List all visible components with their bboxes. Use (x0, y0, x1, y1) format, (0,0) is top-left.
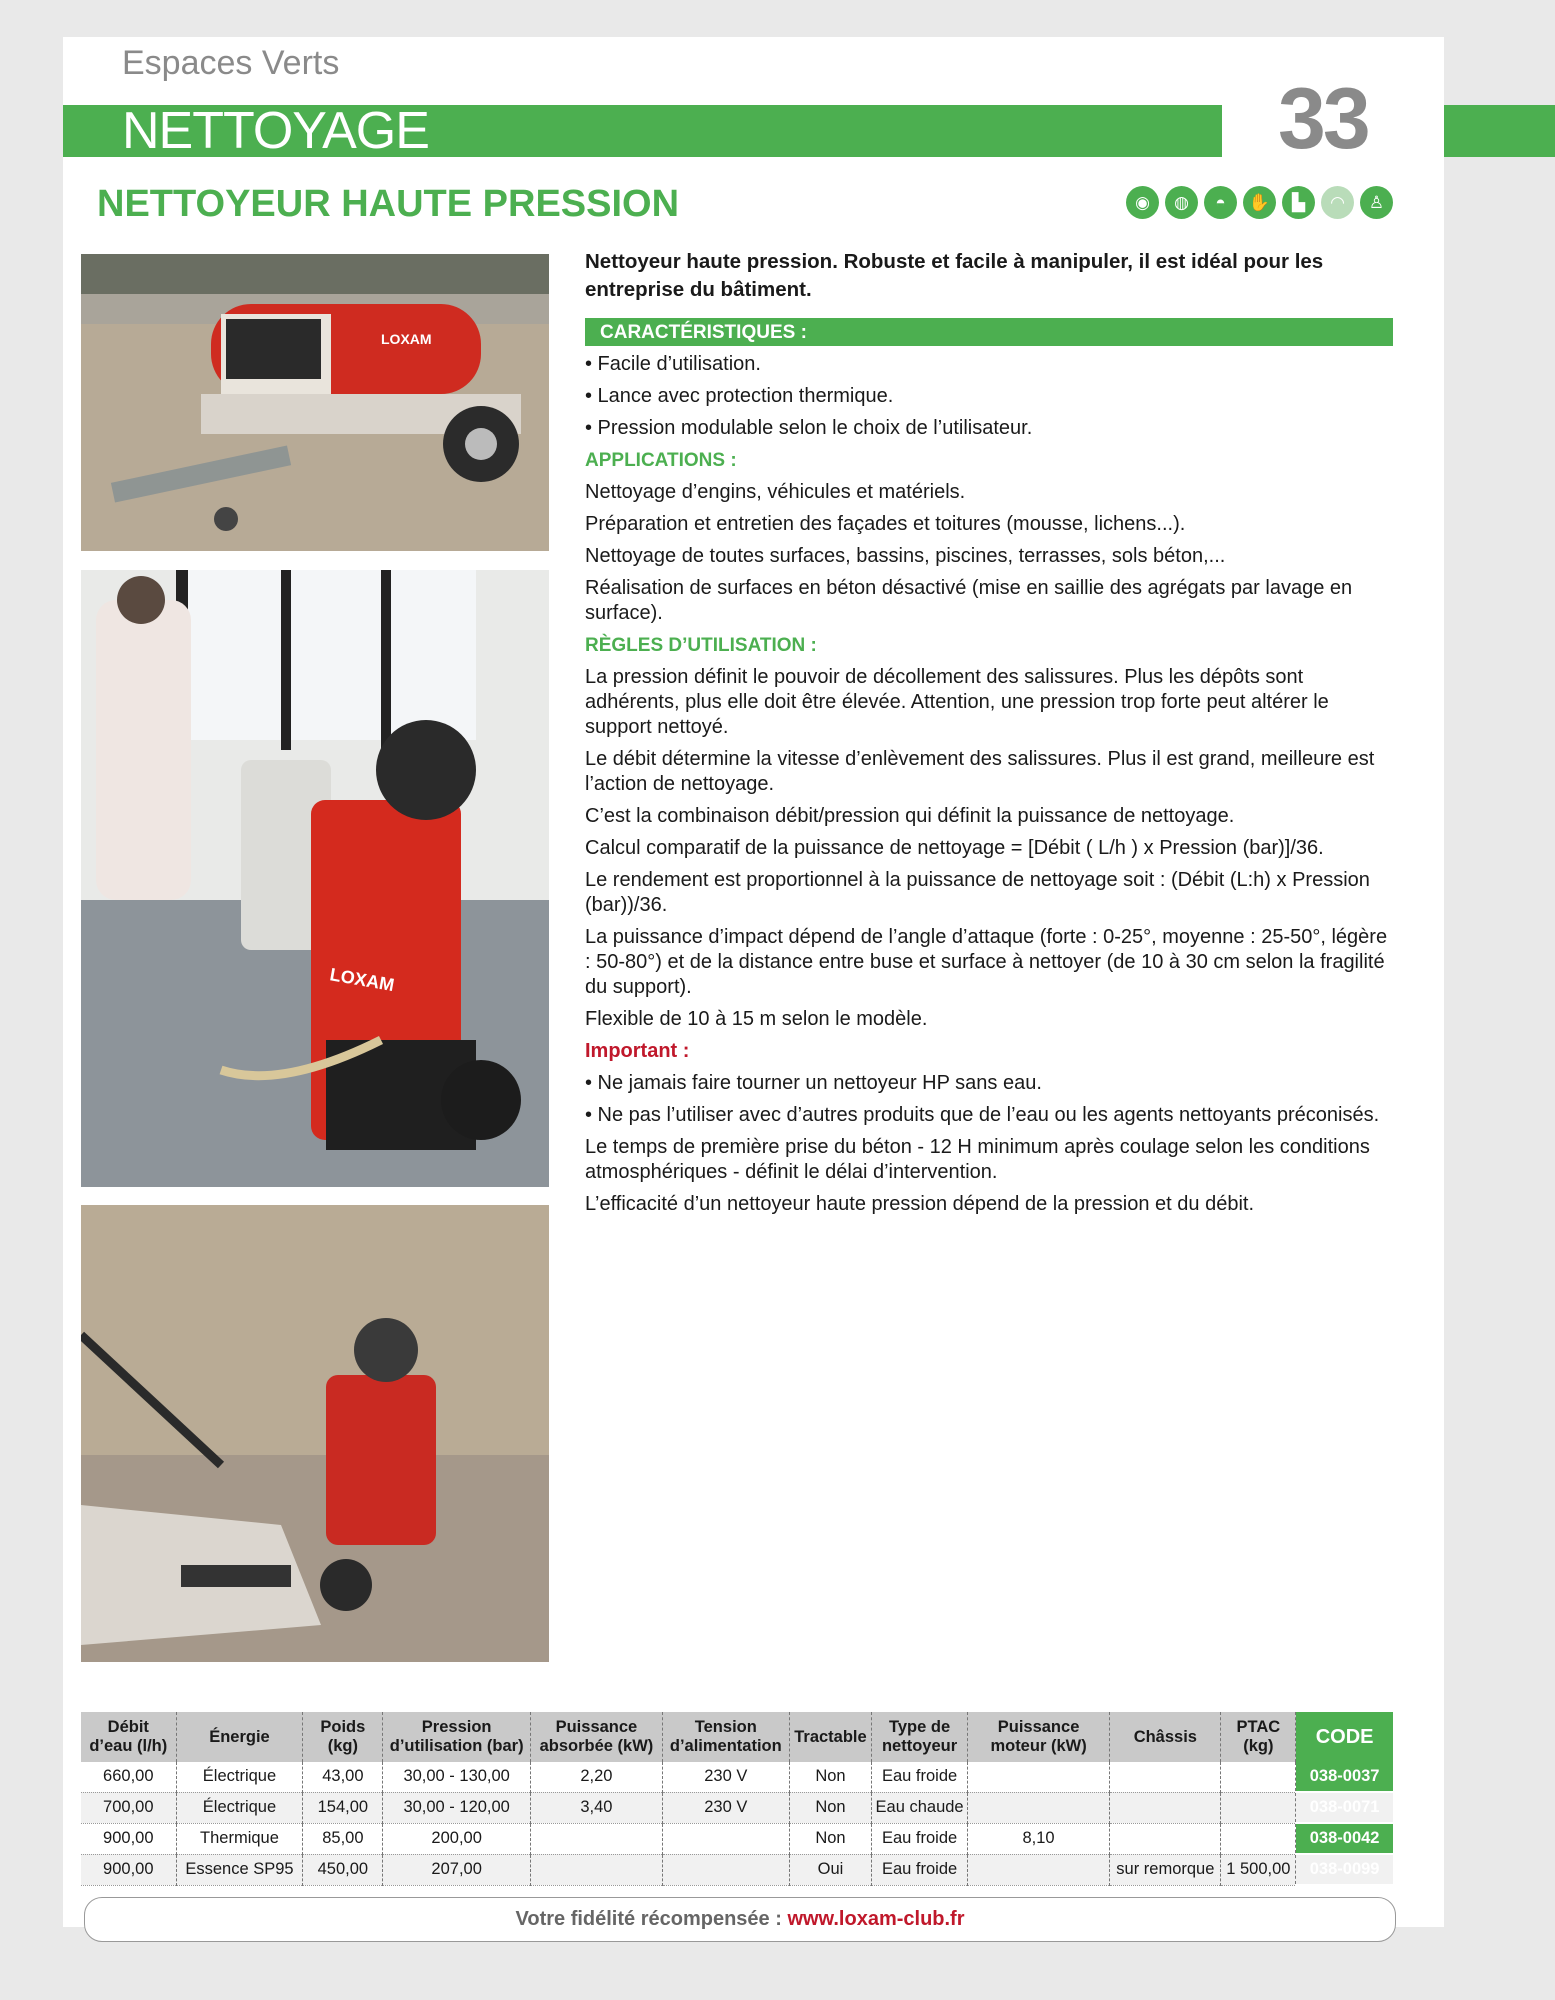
hearing-protection-icon: ◉ (1126, 186, 1159, 219)
table-cell: 700,00 (81, 1792, 176, 1823)
table-cell (967, 1792, 1109, 1823)
col-header-code: CODE (1296, 1712, 1393, 1762)
table-cell: Eau froide (872, 1823, 968, 1854)
col-header-cleaner-type: Type de nettoyeur (872, 1712, 968, 1762)
photo-trailer-washer (81, 254, 549, 551)
footer-text: Votre fidélité récompensée : (515, 1908, 788, 1930)
table-cell: 900,00 (81, 1823, 176, 1854)
rule-item: Le rendement est proportionnel à la puissance de nettoyage soit : (Débit (L:h) x Pression (bar))/36. (585, 869, 1370, 916)
gloves-icon: ✋ (1243, 186, 1276, 219)
table-cell: 43,00 (303, 1762, 383, 1792)
characteristics-heading: CARACTÉRISTIQUES : (585, 318, 1393, 346)
table-cell: 30,00 - 130,00 (383, 1762, 531, 1792)
table-cell (1110, 1792, 1221, 1823)
closing-text: Le temps de première prise du béton - 12 H minimum après coulage selon les conditions atmosphériques - définit le délai d’intervention. (585, 1136, 1370, 1183)
photo-washer-spraying (81, 1205, 549, 1662)
product-description (585, 248, 1393, 1224)
table-cell (662, 1823, 789, 1854)
table-cell: 1 500,00 (1221, 1854, 1296, 1885)
table-cell: Essence SP95 (176, 1854, 303, 1885)
table-cell: Électrique (176, 1762, 303, 1792)
footer-link[interactable]: www.loxam-club.fr (787, 1908, 965, 1930)
table-cell (967, 1762, 1109, 1792)
table-row (81, 1823, 1393, 1854)
rules-heading: RÈGLES D’UTILISATION : (585, 635, 817, 656)
col-header-power-absorbed: Puissance absorbée (kW) (530, 1712, 662, 1762)
table-cell: 200,00 (383, 1823, 531, 1854)
characteristic-item: • Lance avec protection thermique. (585, 385, 894, 407)
table-cell (662, 1854, 789, 1885)
table-cell: 230 V (662, 1762, 789, 1792)
closing-text: L’efficacité d’un nettoyeur haute pression dépend de la pression et du débit. (585, 1193, 1254, 1215)
rule-item: Le débit détermine la vitesse d’enlèvement des salissures. Plus il est grand, meilleure est l’action de nettoyage. (585, 748, 1375, 795)
table-cell: Électrique (176, 1792, 303, 1823)
characteristic-item: • Facile d’utilisation. (585, 353, 761, 375)
table-cell: 660,00 (81, 1762, 176, 1792)
table-cell (1110, 1762, 1221, 1792)
col-header-pressure: Pression d’utilisation (bar) (383, 1712, 531, 1762)
category-label: Espaces Verts (122, 44, 340, 82)
photo-electric-washer (81, 570, 549, 1187)
intro-text: Nettoyeur haute pression. Robuste et facile à manipuler, il est idéal pour les entreprise du bâtiment. (585, 250, 1324, 301)
col-header-flow: Débit d’eau (l/h) (81, 1712, 176, 1762)
table-cell: Eau chaude (872, 1792, 968, 1823)
table-cell: Thermique (176, 1823, 303, 1854)
important-item: • Ne pas l’utiliser avec d’autres produits que de l’eau ou les agents nettoyants préconisés. (585, 1104, 1380, 1126)
col-header-voltage: Tension d’alimentation (662, 1712, 789, 1762)
table-header-row (81, 1712, 1393, 1762)
col-header-chassis: Châssis (1110, 1712, 1221, 1762)
table-row (81, 1762, 1393, 1792)
table-cell: sur remorque (1110, 1854, 1221, 1885)
application-item: Réalisation de surfaces en béton désactivé (mise en saillie des agrégats par lavage en surface). (585, 577, 1353, 624)
table-cell: Eau froide (872, 1762, 968, 1792)
applications-heading: APPLICATIONS : (585, 450, 737, 471)
photo-brand-label-1: LOXAM (381, 331, 432, 347)
product-code: 038-0037 (1296, 1762, 1393, 1792)
table-cell (530, 1823, 662, 1854)
col-header-ptac: PTAC (kg) (1221, 1712, 1296, 1762)
coverall-icon: ♙ (1360, 186, 1393, 219)
important-item: • Ne jamais faire tourner un nettoyeur HP sans eau. (585, 1072, 1042, 1094)
col-header-energy: Énergie (176, 1712, 303, 1762)
face-shield-icon: ◠ (1321, 186, 1354, 219)
table-cell: Non (789, 1792, 872, 1823)
product-code: 038-0099 (1296, 1854, 1393, 1885)
application-item: Nettoyage d’engins, véhicules et matériels. (585, 481, 966, 503)
table-cell: 207,00 (383, 1854, 531, 1885)
section-band-tab (1444, 105, 1555, 157)
important-heading: Important : (585, 1040, 690, 1062)
application-item: Préparation et entretien des façades et toitures (mousse, lichens...). (585, 513, 1186, 535)
table-cell: 8,10 (967, 1823, 1109, 1854)
table-cell: Eau froide (872, 1854, 968, 1885)
col-header-towable: Tractable (789, 1712, 872, 1762)
safety-boots-icon: ▙ (1282, 186, 1315, 219)
page-number: 33 (1278, 71, 1368, 167)
table-cell: 154,00 (303, 1792, 383, 1823)
product-code: 038-0042 (1296, 1823, 1393, 1854)
col-header-motor-power: Puissance moteur (kW) (967, 1712, 1109, 1762)
characteristic-item: • Pression modulable selon le choix de l’utilisateur. (585, 417, 1033, 439)
application-item: Nettoyage de toutes surfaces, bassins, piscines, terrasses, sols béton,... (585, 545, 1226, 567)
col-header-weight: Poids (kg) (303, 1712, 383, 1762)
table-cell: Non (789, 1762, 872, 1792)
footer-banner (84, 1897, 1396, 1942)
specs-table (81, 1712, 1393, 1886)
table-cell (1221, 1823, 1296, 1854)
rule-item: Flexible de 10 à 15 m selon le modèle. (585, 1008, 928, 1030)
table-cell: 2,20 (530, 1762, 662, 1792)
table-cell (967, 1854, 1109, 1885)
rule-item: Calcul comparatif de la puissance de nettoyage = [Débit ( L/h ) x Pression (bar)]/36. (585, 837, 1324, 859)
table-cell (1221, 1792, 1296, 1823)
rule-item: La puissance d’impact dépend de l’angle d’attaque (forte : 0-25°, moyenne : 25-50°, légère : 50-80°) et de la distance entre buse et surface à nettoyer (de 10 à 30 cm selon la fragilité du support). (585, 926, 1388, 998)
table-cell (1221, 1762, 1296, 1792)
ppe-icons (1126, 186, 1393, 219)
table-row (81, 1854, 1393, 1885)
table-cell (530, 1854, 662, 1885)
table-cell: 3,40 (530, 1792, 662, 1823)
table-cell: 85,00 (303, 1823, 383, 1854)
table-cell: Oui (789, 1854, 872, 1885)
photo-brand-label-2: LOXAM (328, 964, 396, 996)
rule-item: C’est la combinaison débit/pression qui définit la puissance de nettoyage. (585, 805, 1235, 827)
table-cell: 450,00 (303, 1854, 383, 1885)
table-cell: Non (789, 1823, 872, 1854)
table-cell: 30,00 - 120,00 (383, 1792, 531, 1823)
table-cell: 900,00 (81, 1854, 176, 1885)
product-title: NETTOYEUR HAUTE PRESSION (97, 183, 680, 225)
table-cell: 230 V (662, 1792, 789, 1823)
respirator-mask-icon: ◍ (1165, 186, 1198, 219)
rule-item: La pression définit le pouvoir de décollement des salissures. Plus les dépôts sont adhérents, plus elle doit être élevée. Attention, une pression trop forte peut altérer le support nettoyé. (585, 666, 1329, 738)
product-code: 038-0071 (1296, 1792, 1393, 1823)
section-title: NETTOYAGE (122, 102, 429, 160)
safety-helmet-icon: ◓ (1204, 186, 1237, 219)
table-row (81, 1792, 1393, 1823)
table-cell (1110, 1823, 1221, 1854)
